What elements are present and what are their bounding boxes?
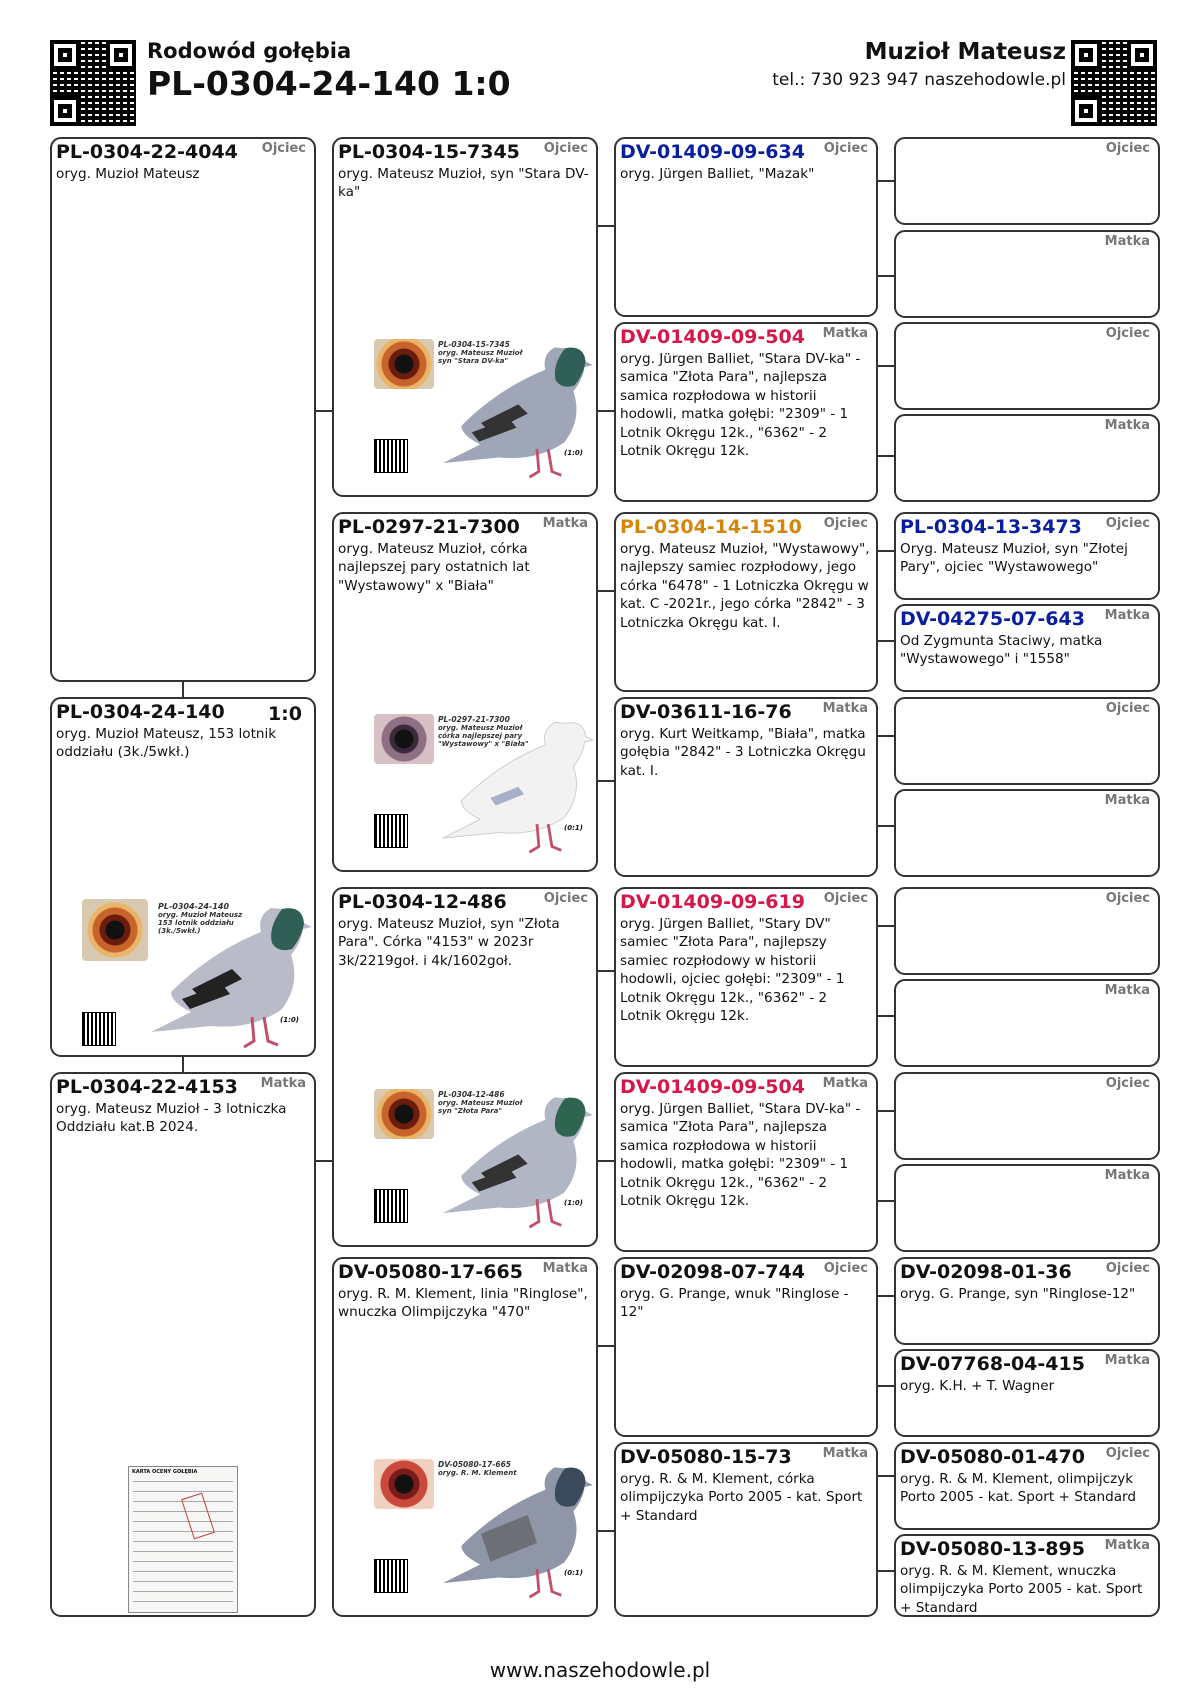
ring-number: DV-04275-07-643 <box>900 608 1085 630</box>
role-label: Ojciec <box>823 891 868 906</box>
gen3-box-0 <box>614 137 878 317</box>
footer-url[interactable]: www.naszehodowle.pl <box>489 1658 711 1682</box>
ring-number: PL-0297-21-7300 <box>338 516 520 538</box>
ring-number: DV-07768-04-415 <box>900 1353 1085 1375</box>
photo-sex-label: (1:0) <box>564 449 583 457</box>
gen1-father-box <box>50 137 316 682</box>
ring-number: PL-0304-24-140 <box>56 701 225 723</box>
role-label: Matka <box>1104 1353 1150 1368</box>
role-label: Ojciec <box>261 141 306 156</box>
header-owner: Muzioł Mateusz <box>864 39 1066 65</box>
pigeon-photo <box>374 1459 594 1609</box>
role-label: Ojciec <box>543 891 588 906</box>
photo-sex-label: (1:0) <box>564 1199 583 1207</box>
ring-number: DV-03611-16-76 <box>620 701 792 723</box>
role-label: Ojciec <box>1105 701 1150 716</box>
ring-number: DV-01409-09-634 <box>620 141 805 163</box>
qr-code-small-icon <box>374 1189 408 1223</box>
pigeon-icon <box>424 714 594 854</box>
qr-code-left-icon <box>50 40 136 126</box>
pigeon-photo <box>374 339 594 489</box>
description: oryg. Mateusz Muzioł - 3 lotniczka Oddziału kat.B 2024. <box>56 1101 287 1136</box>
description: oryg. G. Prange, syn "Ringlose-12" <box>900 1286 1136 1302</box>
ring-number: DV-01409-09-504 <box>620 1076 805 1098</box>
gen3-box-3 <box>614 697 878 877</box>
qr-code-small-icon <box>374 439 408 473</box>
ring-number: DV-05080-13-895 <box>900 1538 1085 1560</box>
ring-number: DV-05080-15-73 <box>620 1446 792 1468</box>
description: oryg. G. Prange, wnuk "Ringlose - 12" <box>620 1286 849 1321</box>
ring-number: PL-0304-22-4153 <box>56 1076 238 1098</box>
pigeon-photo <box>82 899 312 1049</box>
gen4-box-11 <box>894 1164 1160 1252</box>
gen3-box-5 <box>614 1072 878 1252</box>
description: oryg. Jürgen Balliet, "Stara DV-ka" - samica "Złota Para", najlepsza samica rozpłodowa w historii hodowli, matka gołębi: "2309" - 1 Lotnik Okręgu 12k., "6362" - 2 Lotnik Okręgu 12k. <box>620 1101 861 1210</box>
gen4-box-1 <box>894 230 1160 318</box>
description: oryg. Mateusz Muzioł, syn "Stara DV-ka" <box>338 166 589 201</box>
description: oryg. Jürgen Balliet, "Stary DV" samiec "Złota Para", najlepszy samiec rozpłodowy w historii hodowli, ojciec gołębi: "2309" - 1 Lotnik Okręgu 12k., "6362" - 2 Lotnik Okręgu 12k. <box>620 916 845 1025</box>
gen4-box-8 <box>894 887 1160 975</box>
header-ring: PL-0304-24-140 1:0 <box>147 64 511 103</box>
description: oryg. Jürgen Balliet, "Mazak" <box>620 166 815 182</box>
header-title: Rodowód gołębia <box>147 39 352 63</box>
ring-number: DV-02098-01-36 <box>900 1261 1072 1283</box>
gen2-mf-box <box>332 887 598 1247</box>
description: oryg. Kurt Weitkamp, "Biała", matka gołębia "2842" - 3 Lotniczka Okręgu kat. I. <box>620 726 866 779</box>
gen4-box-7 <box>894 789 1160 877</box>
ring-number: PL-0304-22-4044 <box>56 141 238 163</box>
gen4-box-2 <box>894 322 1160 410</box>
role-label: Matka <box>822 1446 868 1461</box>
role-label: Ojciec <box>823 141 868 156</box>
ring-number: DV-05080-01-470 <box>900 1446 1085 1468</box>
gen2-ff-box <box>332 137 598 497</box>
gen3-box-4 <box>614 887 878 1067</box>
pigeon-photo <box>374 1089 594 1239</box>
role-label: Ojciec <box>823 1261 868 1276</box>
gen4-box-6 <box>894 697 1160 785</box>
description: oryg. Mateusz Muzioł, córka najlepszej pary ostatnich lat "Wystawowy" x "Biała" <box>338 541 530 594</box>
gen4-box-14 <box>894 1442 1160 1530</box>
gen3-box-7 <box>614 1442 878 1617</box>
role-label: Ojciec <box>543 141 588 156</box>
role-label: Ojciec <box>1105 326 1150 341</box>
role-label: Ojciec <box>1105 1261 1150 1276</box>
qr-code-right-icon <box>1071 40 1157 126</box>
role-label: Matka <box>822 701 868 716</box>
ring-number: PL-0304-13-3473 <box>900 516 1082 538</box>
ring-number: DV-01409-09-504 <box>620 326 805 348</box>
description: Od Zygmunta Staciwy, matka "Wystawowego" i "1558" <box>900 633 1103 668</box>
photo-caption: PL-0304-24-140 oryg. Muzioł Mateusz 153 lotnik oddziału (3k./5wkł.) <box>158 902 243 935</box>
role-label: Matka <box>542 1261 588 1276</box>
ring-number: DV-01409-09-619 <box>620 891 805 913</box>
role-label: Ojciec <box>823 516 868 531</box>
gen4-box-0 <box>894 137 1160 225</box>
role-label: Ojciec <box>1105 141 1150 156</box>
role-label: Matka <box>260 1076 306 1091</box>
description: oryg. K.H. + T. Wagner <box>900 1378 1055 1394</box>
role-label: Matka <box>1104 1168 1150 1183</box>
role-label: Ojciec <box>1105 891 1150 906</box>
photo-sex-label: (1:0) <box>280 1016 299 1024</box>
gen1-mother-box <box>50 1072 316 1617</box>
role-label: Matka <box>542 516 588 531</box>
photo-sex-label: (0:1) <box>564 1569 583 1577</box>
pigeon-photo <box>374 714 594 864</box>
role-label: Ojciec <box>1105 1446 1150 1461</box>
pigeon-icon <box>424 1089 594 1229</box>
role-label: Matka <box>822 1076 868 1091</box>
role-label: Matka <box>822 326 868 341</box>
pigeon-icon <box>424 1459 594 1599</box>
ring-number: PL-0304-12-486 <box>338 891 507 913</box>
subject-box <box>50 697 316 1057</box>
description: oryg. Muzioł Mateusz <box>56 166 200 182</box>
description: oryg. Jürgen Balliet, "Stara DV-ka" - samica "Złota Para", najlepsza samica rozpłodowa w historii hodowli, matka gołębi: "2309" - 1 Lotnik Okręgu 12k., "6362" - 2 Lotnik Okręgu 12k. <box>620 351 861 460</box>
sex-label: 1:0 <box>267 703 302 725</box>
photo-sex-label: (0:1) <box>564 824 583 832</box>
role-label: Matka <box>1104 1538 1150 1553</box>
description: oryg. R. & M. Klement, córka olimpijczyka Porto 2005 - kat. Sport + Standard <box>620 1471 863 1524</box>
role-label: Matka <box>1104 793 1150 808</box>
ring-number: PL-0304-15-7345 <box>338 141 520 163</box>
role-label: Matka <box>1104 418 1150 433</box>
gen4-box-15 <box>894 1534 1160 1617</box>
gen3-box-1 <box>614 322 878 502</box>
header-contact: tel.: 730 923 947 naszehodowle.pl <box>772 70 1066 90</box>
gen4-box-3 <box>894 414 1160 502</box>
gen4-box-10 <box>894 1072 1160 1160</box>
gen4-box-4 <box>894 512 1160 600</box>
description: oryg. Mateusz Muzioł, syn "Złota Para". Córka "4153" w 2023r 3k/2219goł. i 4k/1602goł. <box>338 916 560 969</box>
photo-caption: PL-0297-21-7300 oryg. Mateusz Muzioł córka najlepszej pary "Wystawowy" x "Biała" <box>438 715 529 748</box>
role-label: Matka <box>1104 608 1150 623</box>
gen2-mm-box <box>332 1257 598 1617</box>
description: oryg. R. & M. Klement, wnuczka olimpijczyka Porto 2005 - kat. Sport + Standard <box>900 1563 1143 1616</box>
gen3-box-6 <box>614 1257 878 1437</box>
pigeon-icon <box>424 339 594 479</box>
description: oryg. Muzioł Mateusz, 153 lotnik oddziału (3k./5wkł.) <box>56 726 277 761</box>
evaluation-card-image <box>128 1466 238 1613</box>
gen4-box-5 <box>894 604 1160 692</box>
description: oryg. Mateusz Muzioł, "Wystawowy", najlepszy samiec rozpłodowy, jego córka "6478" - 1 Lotniczka Okręgu w kat. C -2021r., jego córka "2842" - 3 Lotniczka Okręgu kat. I. <box>620 541 870 631</box>
description: Oryg. Mateusz Muzioł, syn "Złotej Pary", ojciec "Wystawowego" <box>900 541 1128 576</box>
gen4-box-9 <box>894 979 1160 1067</box>
gen4-box-13 <box>894 1349 1160 1437</box>
photo-caption: PL-0304-12-486 oryg. Mateusz Muzioł syn "Złota Para" <box>438 1090 523 1115</box>
photo-caption: DV-05080-17-665 oryg. R. M. Klement <box>438 1460 517 1477</box>
role-label: Matka <box>1104 983 1150 998</box>
gen3-box-2 <box>614 512 878 692</box>
role-label: Ojciec <box>1105 516 1150 531</box>
ring-number: DV-02098-07-744 <box>620 1261 805 1283</box>
qr-code-small-icon <box>374 814 408 848</box>
description: oryg. R. M. Klement, linia "Ringlose", wnuczka Olimpijczyka "470" <box>338 1286 588 1321</box>
role-label: Ojciec <box>1105 1076 1150 1091</box>
gen2-fm-box <box>332 512 598 872</box>
ring-number: DV-05080-17-665 <box>338 1261 523 1283</box>
gen4-box-12 <box>894 1257 1160 1345</box>
ring-number: PL-0304-14-1510 <box>620 516 802 538</box>
qr-code-small-icon <box>374 1559 408 1593</box>
card-title: KARTA OCENY GOŁĘBIA <box>132 1469 198 1475</box>
qr-code-small-icon <box>82 1012 116 1046</box>
pigeon-icon <box>132 899 312 1049</box>
description: oryg. R. & M. Klement, olimpijczyk Porto 2005 - kat. Sport + Standard <box>900 1471 1137 1506</box>
role-label: Matka <box>1104 234 1150 249</box>
photo-caption: PL-0304-15-7345 oryg. Mateusz Muzioł syn "Stara DV-ka" <box>438 340 523 365</box>
